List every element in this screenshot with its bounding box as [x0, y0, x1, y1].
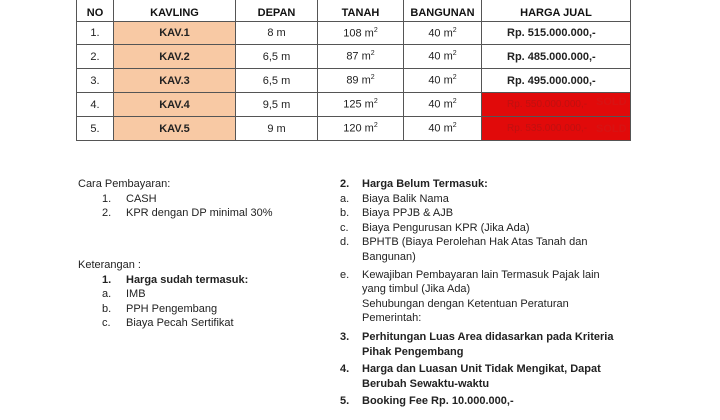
tanah-value: 89 m — [346, 74, 371, 87]
header-bangunan: BANGUNAN — [404, 0, 482, 22]
list-item — [340, 268, 613, 283]
included-heading — [78, 273, 248, 288]
list-item-continuation — [340, 250, 613, 265]
list-item — [78, 316, 248, 331]
point-item — [340, 394, 613, 409]
row-tanah — [318, 45, 404, 69]
superscript: 2 — [452, 98, 457, 106]
list-number: d. — [340, 236, 350, 249]
row-bangunan — [404, 117, 482, 141]
superscript: 2 — [452, 26, 457, 34]
row-tanah — [318, 93, 404, 117]
list-item-continuation — [340, 282, 613, 297]
list-number: b. — [340, 207, 350, 220]
list-item — [340, 235, 613, 250]
list-number: 2. — [102, 207, 112, 220]
list-text: Kewajiban Pembayaran lain Termasuk Pajak lain — [362, 268, 600, 281]
point-item — [340, 362, 613, 377]
bangunan-value: 40 m — [428, 74, 453, 87]
payment-section — [78, 177, 273, 221]
row-depan: 6,5 m — [236, 45, 318, 69]
list-text: Biaya Pengurusan KPR (Jika Ada) — [362, 221, 530, 234]
superscript: 2 — [370, 74, 375, 82]
list-item — [340, 221, 613, 236]
point-item — [340, 330, 613, 345]
list-text: PPH Pengembang — [126, 302, 218, 315]
row-no: 4. — [77, 93, 114, 117]
excluded-section — [340, 177, 613, 409]
table-row — [77, 117, 631, 141]
list-number: a. — [102, 288, 112, 301]
list-item-continuation — [340, 297, 613, 312]
list-number: 5. — [340, 395, 350, 408]
row-harga: Rp. 485.000.000,- — [482, 45, 631, 69]
list-number: 1. — [102, 192, 112, 205]
sold-label: SOLD — [596, 123, 627, 135]
superscript: 2 — [373, 26, 378, 34]
superscript: 2 — [373, 122, 378, 130]
row-tanah — [318, 69, 404, 93]
list-text: Sehubungan dengan Ketentuan Peraturan — [362, 297, 569, 310]
list-number: c. — [102, 317, 111, 330]
table-row — [77, 93, 631, 117]
list-number: a. — [340, 192, 350, 205]
superscript: 2 — [373, 98, 378, 106]
tanah-value: 108 m — [343, 27, 374, 40]
list-text: Biaya Pecah Sertifikat — [126, 317, 234, 330]
list-number: 3. — [340, 330, 350, 343]
tanah-value: 125 m — [343, 98, 374, 111]
notes-section — [78, 258, 248, 331]
tanah-value: 87 m — [346, 50, 371, 63]
list-text: Bangunan) — [362, 250, 416, 263]
header-kavling: KAVLING — [114, 0, 236, 22]
list-text: Biaya Balik Nama — [362, 192, 449, 205]
table-row — [77, 22, 631, 45]
superscript: 2 — [452, 74, 457, 82]
row-depan: 8 m — [236, 22, 318, 45]
row-bangunan — [404, 45, 482, 69]
row-harga: Rp. 495.000.000,- — [482, 69, 631, 93]
row-no: 1. — [77, 22, 114, 45]
row-bangunan — [404, 69, 482, 93]
list-item — [340, 206, 613, 221]
superscript: 2 — [452, 122, 457, 130]
excluded-title: Harga Belum Termasuk: — [362, 178, 488, 190]
row-depan: 9,5 m — [236, 93, 318, 117]
list-text: CASH — [126, 192, 157, 205]
list-text: yang timbul (Jika Ada) — [362, 283, 471, 296]
list-text: Biaya PPJB & AJB — [362, 207, 454, 220]
row-bangunan — [404, 22, 482, 45]
row-depan: 9 m — [236, 117, 318, 141]
list-item — [340, 192, 613, 207]
row-kavling: KAV.4 — [114, 93, 236, 117]
bangunan-value: 40 m — [428, 122, 453, 135]
row-no: 3. — [77, 69, 114, 93]
list-text: Pihak Pengembang — [362, 345, 464, 358]
list-text: IMB — [126, 288, 146, 301]
tanah-value: 120 m — [343, 122, 374, 135]
list-number: b. — [102, 302, 112, 315]
list-text: BPHTB (Biaya Perolehan Hak Atas Tanah dan — [362, 236, 588, 249]
list-number: e. — [340, 268, 350, 281]
list-text: Pemerintah: — [362, 312, 422, 325]
list-number: 1. — [102, 273, 112, 286]
row-kavling: KAV.2 — [114, 45, 236, 69]
row-no: 5. — [77, 117, 114, 141]
list-number: c. — [340, 221, 349, 234]
payment-title: Cara Pembayaran: — [78, 178, 171, 190]
row-no: 2. — [77, 45, 114, 69]
table-header-row — [77, 0, 631, 22]
price-table — [76, 0, 631, 141]
excluded-heading — [340, 177, 613, 192]
sold-label: SOLD — [596, 96, 627, 108]
row-harga: Rp. 515.000.000,- — [482, 22, 631, 45]
list-item-continuation — [340, 311, 613, 326]
row-bangunan — [404, 93, 482, 117]
included-title: Harga sudah termasuk: — [126, 273, 249, 286]
table-row — [77, 45, 631, 69]
list-item — [78, 302, 248, 317]
row-tanah — [318, 22, 404, 45]
list-number: 2. — [340, 178, 350, 190]
superscript: 2 — [452, 50, 457, 58]
table-row — [77, 69, 631, 93]
row-harga-sold: Rp. 535.000.000,- — [482, 117, 631, 141]
list-text: Booking Fee Rp. 10.000.000,- — [362, 395, 514, 408]
list-text: Harga dan Luasan Unit Tidak Mengikat, Dapat — [362, 363, 601, 376]
list-item — [78, 287, 248, 302]
list-text: KPR dengan DP minimal 30% — [126, 207, 273, 220]
list-text: Perhitungan Luas Area didasarkan pada Kriteria — [362, 330, 614, 343]
bangunan-value: 40 m — [428, 50, 453, 63]
header-harga: HARGA JUAL — [482, 0, 631, 22]
header-depan: DEPAN — [236, 0, 318, 22]
notes-title: Keterangan : — [78, 259, 141, 271]
list-item — [78, 206, 273, 221]
list-text: Berubah Sewaktu-waktu — [362, 377, 490, 390]
list-number: 4. — [340, 363, 350, 376]
row-kavling: KAV.5 — [114, 117, 236, 141]
header-no: NO — [77, 0, 114, 22]
row-kavling: KAV.1 — [114, 22, 236, 45]
row-harga-sold: Rp. 550.000.000,- — [482, 93, 631, 117]
row-kavling: KAV.3 — [114, 69, 236, 93]
bangunan-value: 40 m — [428, 27, 453, 40]
point-continuation — [340, 345, 613, 360]
bangunan-value: 40 m — [428, 98, 453, 111]
row-tanah — [318, 117, 404, 141]
point-continuation — [340, 377, 613, 392]
superscript: 2 — [370, 50, 375, 58]
row-depan: 6,5 m — [236, 69, 318, 93]
list-item — [78, 192, 273, 207]
header-tanah: TANAH — [318, 0, 404, 22]
